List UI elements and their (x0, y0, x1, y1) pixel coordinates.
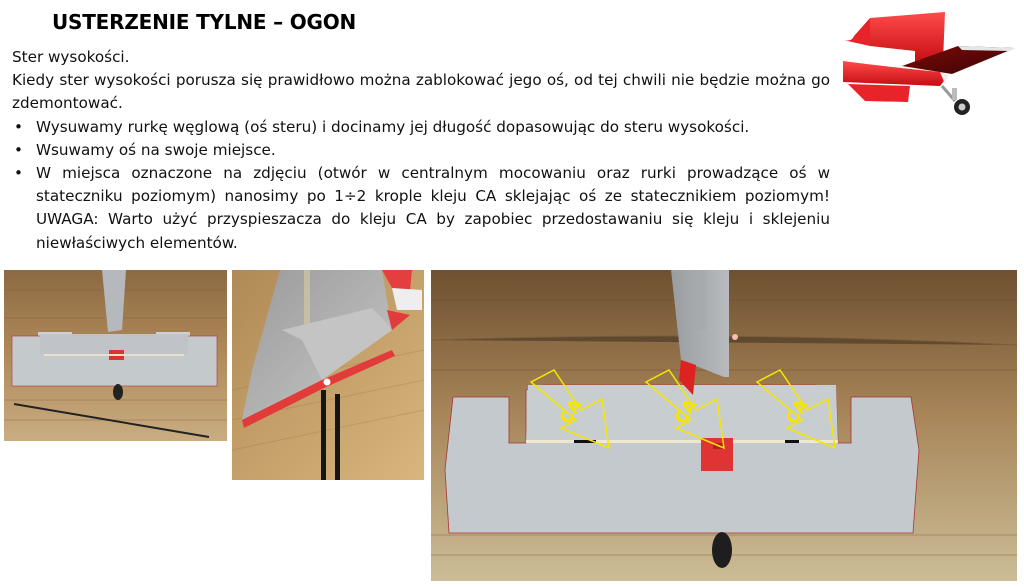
slide-body (12, 46, 830, 255)
intro-paragraph: Kiedy ster wysokości porusza się prawidłowo można zablokować jego oś, od tej chwili nie będzie można go zdemontować. (12, 71, 830, 113)
photo-stabilizer-top (4, 270, 227, 441)
photo-glue-points (431, 270, 1017, 581)
photo-elevator-side (232, 270, 424, 480)
list-item: • Wsuwamy oś na swoje miejsce. (12, 139, 830, 162)
section-heading: Ster wysokości. (12, 48, 130, 66)
ca-label-3: CA (782, 395, 813, 429)
instruction-list (12, 116, 830, 255)
ca-label-2: CA (671, 395, 702, 429)
ca-label-1: CA (556, 395, 587, 429)
list-item: • Wysuwamy rurkę węglową (oś steru) i docinamy jej długość dopasowując do steru wysokości. (12, 116, 830, 139)
list-item: • W miejsca oznaczone na zdjęciu (otwór w centralnym mocowaniu oraz rurki prowadzące oś w stateczniku poziomym) nanosimy po 1÷2 krople kleju CA sklejając oś ze statecznikiem poziomym! UWAGA: Warto użyć przyspieszacza do kleju CA by zapobiec przedostawaniu się kleju i sklejeniu niewłaściwych elementów. (12, 162, 830, 255)
slide-title: USTERZENIE TYLNE – OGON (52, 10, 357, 34)
tail-render-image (840, 6, 1018, 118)
